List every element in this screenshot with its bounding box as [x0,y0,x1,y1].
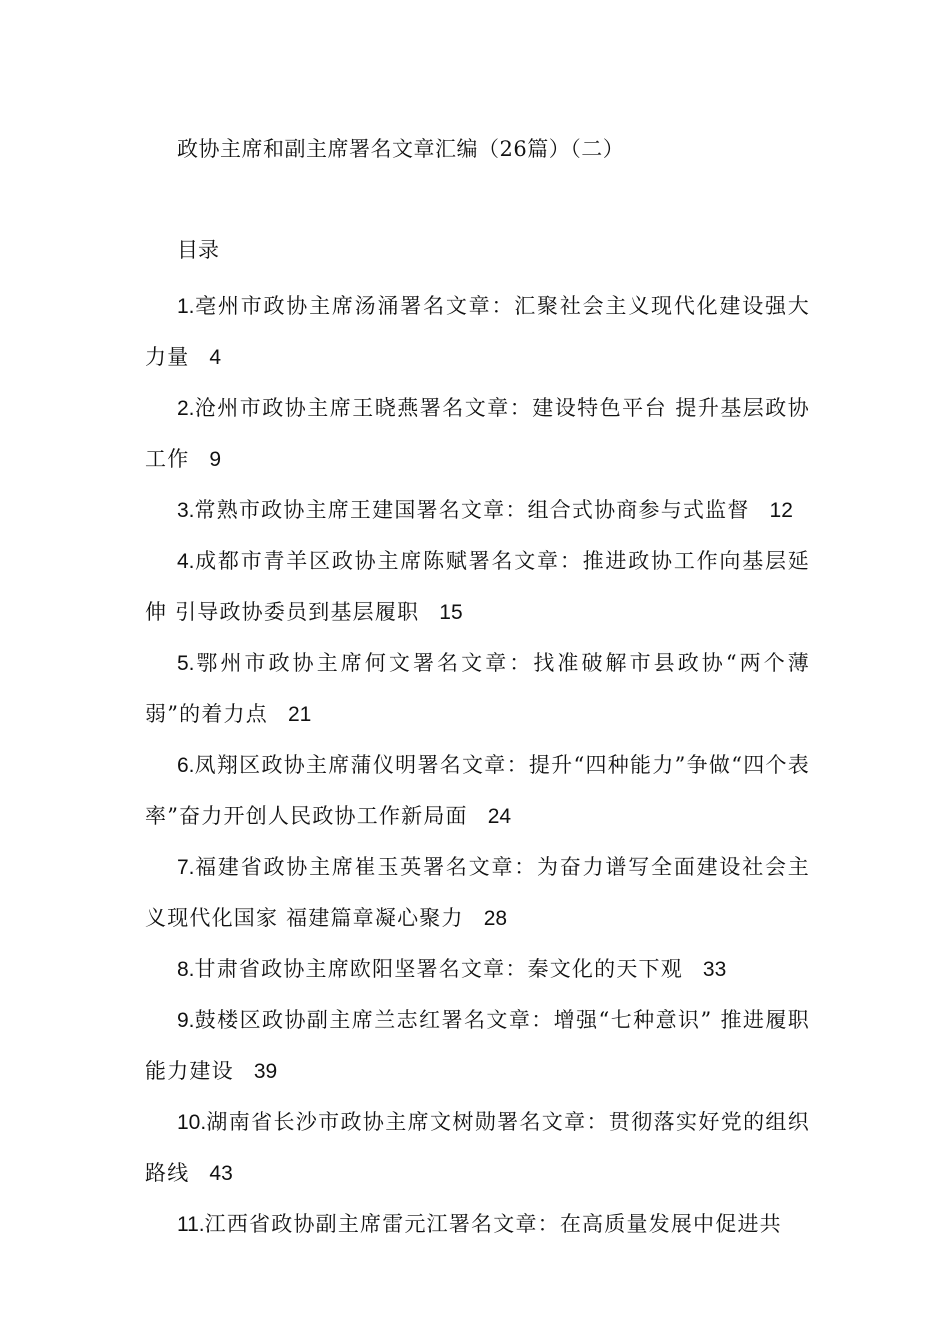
entry-page-number: 43 [209,1162,233,1185]
entry-title: 鄂州市政协主席何文署名文章：找准破解市县政协“两个薄弱”的着力点 [145,651,810,726]
entry-title: 鼓楼区政协副主席兰志红署名文章：增强“七种意识” 推进履职能力建设 [145,1008,810,1083]
entry-number: 11. [177,1213,205,1236]
toc-entry[interactable] [145,1097,810,1199]
entry-page-number: 28 [483,907,508,930]
entry-title: 成都市青羊区政协主席陈赋署名文章：推进政协工作向基层延伸 引导政协委员到基层履职 [145,549,810,624]
entry-page-number: 24 [487,805,512,828]
toc-entry[interactable] [145,536,810,638]
toc-entry[interactable] [145,383,810,485]
entry-page-number: 9 [209,448,222,471]
document-title: 政协主席和副主席署名文章汇编（26篇）（二） [177,137,625,161]
toc-entry[interactable] [145,842,810,944]
toc-entry[interactable] [145,485,810,536]
entry-number: 2. [177,397,195,420]
entry-number: 4. [177,550,195,573]
table-of-contents [145,281,810,1250]
entry-title: 福建省政协主席崔玉英署名文章：为奋力谱写全面建设社会主义现代化国家 福建篇章凝心聚力 [145,855,810,930]
toc-entry[interactable] [145,1199,810,1250]
entry-title: 凤翔区政协主席蒲仪明署名文章：提升“四种能力”争做“四个表率”奋力开创人民政协工作新局面 [145,753,810,828]
entry-title: 湖南省长沙市政协主席文树勋署名文章：贯彻落实好党的组织路线 [145,1110,810,1185]
entry-page-number: 33 [702,958,727,981]
entry-number: 9. [177,1009,195,1032]
toc-entry[interactable] [145,995,810,1097]
entry-number: 1. [177,295,195,318]
toc-entry[interactable] [145,281,810,383]
entry-number: 6. [177,754,195,777]
entry-page-number: 21 [287,703,312,726]
entry-page-number: 4 [209,346,222,369]
entry-title: 沧州市政协主席王晓燕署名文章：建设特色平台 提升基层政协工作 [145,396,810,471]
toc-entry[interactable] [145,638,810,740]
entry-number: 7. [177,856,195,879]
entry-page-number: 12 [769,499,793,522]
entry-number: 10. [177,1111,207,1134]
entry-title: 江西省政协副主席雷元江署名文章：在高质量发展中促进共 [204,1212,782,1236]
toc-entry[interactable] [145,944,810,995]
entry-title: 常熟市政协主席王建国署名文章：组合式协商参与式监督 [194,498,750,522]
entry-title: 甘肃省政协主席欧阳坚署名文章：秦文化的天下观 [194,957,683,981]
toc-heading: 目录 [177,238,219,262]
entry-page-number: 39 [253,1060,278,1083]
entry-number: 3. [177,499,195,522]
toc-entry[interactable] [145,740,810,842]
entry-number: 5. [177,652,195,675]
entry-number: 8. [177,958,195,981]
entry-page-number: 15 [439,601,463,624]
entry-title: 亳州市政协主席汤涌署名文章：汇聚社会主义现代化建设强大力量 [145,294,810,369]
